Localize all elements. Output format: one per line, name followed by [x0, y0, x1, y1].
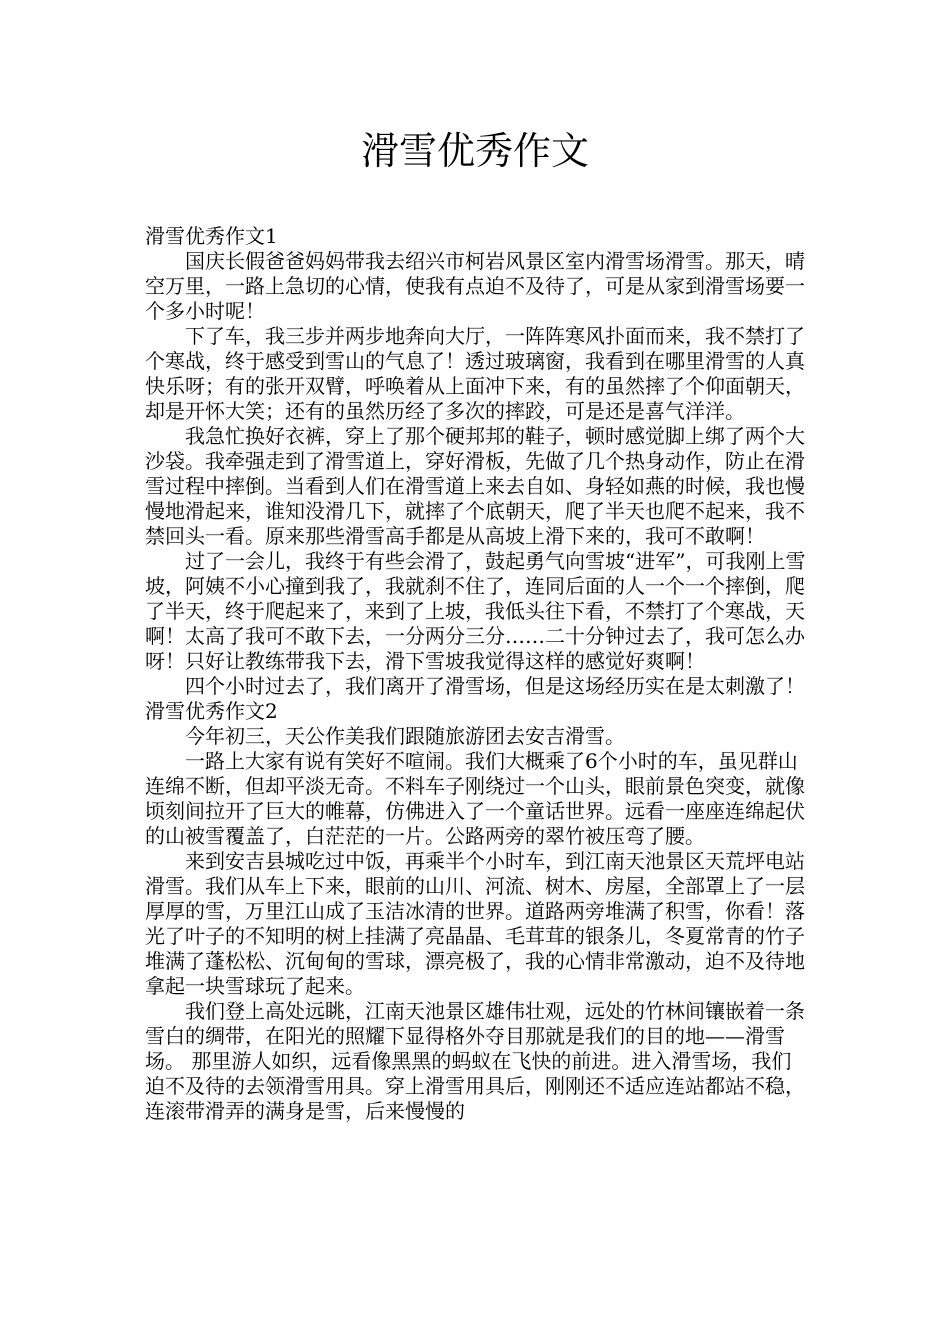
paragraph: 来到安吉县城吃过中饭，再乘半个小时车，到江南天池景区天荒坪电站滑雪。我们从车上下来，眼前的山川、河流、树木、房屋，全部罩上了一层厚厚的雪，万里江山成了玉洁冰清的世界。道路两旁堆满了积雪，你看！落光了叶子的不知明的树上挂满了亮晶晶、毛茸茸的银条儿，冬夏常青的竹子堆满了蓬松松、沉甸甸的雪球，漂亮极了，我的心情非常激动，迫不及待地拿起一块雪球玩了起来。 — [145, 849, 805, 998]
paragraph: 我们登上高处远眺，江南天池景区雄伟壮观，远处的竹林间镶嵌着一条雪白的绸带，在阳光的照耀下显得格外夺目那就是我们的目的地——滑雪场。 那里游人如织，远看像黑黑的蚂蚁在飞快的前进。进入滑雪场，我们迫不及待的去领滑雪用具。穿上滑雪用具后，刚刚还不适应连站都站不稳，连滚带滑弄的满身是雪，后来慢慢的 — [145, 999, 805, 1123]
paragraph: 我急忙换好衣裤，穿上了那个硬邦邦的鞋子，顿时感觉脚上绑了两个大沙袋。我牵强走到了滑雪道上，穿好滑板，先做了几个热身动作，防止在滑雪过程中摔倒。当看到人们在滑雪道上来去自如、身轻如燕的时候，我也慢慢地滑起来，谁知没滑几下，就摔了个底朝天，爬了半天也爬不起来，我不禁回头一看。原来那些滑雪高手都是从高坡上滑下来的，我可不敢啊！ — [145, 424, 805, 548]
paragraph: 国庆长假爸爸妈妈带我去绍兴市柯岩风景区室内滑雪场滑雪。那天，晴空万里，一路上急切的心情，使我有点迫不及待了，可是从家到滑雪场要一个多小时呢！ — [145, 249, 805, 323]
paragraph: 一路上大家有说有笑好不喧闹。我们大概乘了6个小时的车，虽见群山连绵不断，但却平淡无奇。不料车子刚绕过一个山头，眼前景色突变，就像顷刻间拉开了巨大的帷幕，仿佛进入了一个童话世界。远看一座座连绵起伏的山被雪覆盖了，白茫茫的一片。公路两旁的翠竹被压弯了腰。 — [145, 749, 805, 848]
paragraph: 四个小时过去了，我们离开了滑雪场，但是这场经历实在是太刺激了！滑雪优秀作文2 — [145, 674, 805, 723]
document-title: 滑雪优秀作文 — [360, 129, 589, 173]
document-body — [145, 224, 810, 1124]
paragraph: 今年初三，天公作美我们跟随旅游团去安吉滑雪。 — [185, 724, 625, 748]
essay-heading-1: 滑雪优秀作文1 — [145, 224, 278, 248]
paragraph: 下了车，我三步并两步地奔向大厅，一阵阵寒风扑面而来，我不禁打了个寒战，终于感受到雪山的气息了！透过玻璃窗，我看到在哪里滑雪的人真快乐呀；有的张开双臂，呼唤着从上面冲下来，有的虽然摔了个仰面朝天，却是开怀大笑；还有的虽然历经了多次的摔跤，可是还是喜气洋洋。 — [145, 324, 805, 423]
paragraph: 过了一会儿，我终于有些会滑了，鼓起勇气向雪坡“进军”，可我刚上雪坡，阿姨不小心撞到我了，我就刹不住了，连同后面的人一个一个摔倒，爬了半天，终于爬起来了，来到了上坡，我低头往下看，不禁打了个寒战，天啊！太高了我可不敢下去，一分两分三分……二十分钟过去了，我可怎么办呀！只好让教练带我下去，滑下雪坡我觉得这样的感觉好爽啊！ — [145, 549, 806, 673]
